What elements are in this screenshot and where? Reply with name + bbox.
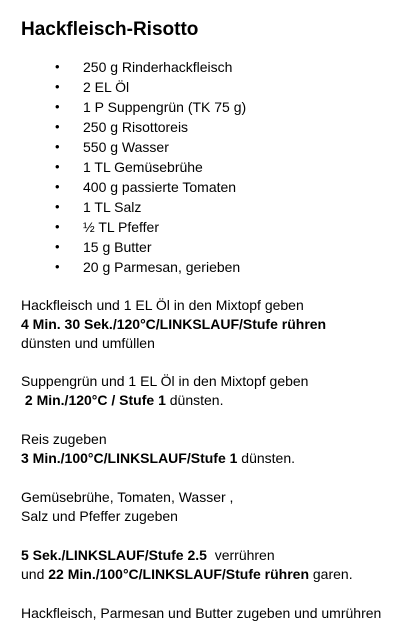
ingredient-item [0, 117, 411, 137]
ingredient-item [0, 57, 411, 77]
ingredient-text: 1 TL Salz [83, 199, 142, 215]
bullet-icon: • [55, 219, 60, 234]
ingredient-item [0, 197, 411, 217]
step-setting-rest: dünsten. [237, 450, 296, 466]
step-setting-bold: 5 Sek./LINKSLAUF/Stufe 2.5 [21, 547, 207, 563]
ingredient-item [0, 237, 411, 257]
bullet-icon: • [55, 79, 60, 94]
ingredient-text: ½ TL Pfeffer [83, 219, 160, 235]
step-setting-rest: garen. [309, 566, 353, 582]
step-setting [21, 315, 409, 334]
ingredient-text: 2 EL Öl [83, 79, 130, 95]
step-4 [21, 488, 409, 526]
ingredient-text: 250 g Risottoreis [83, 119, 189, 135]
step-setting-bold: 3 Min./100°C/LINKSLAUF/Stufe 1 [21, 450, 238, 466]
ingredient-item [0, 157, 411, 177]
step-setting-pre: und [21, 566, 49, 582]
step-text: Hackfleisch, Parmesan und Butter zugeben und umrühren [21, 605, 382, 621]
bullet-icon: • [55, 99, 60, 114]
step-text: Reis zugeben [21, 431, 107, 447]
ingredient-item [0, 77, 411, 97]
bullet-icon: • [55, 179, 60, 194]
ingredient-item [0, 257, 411, 277]
step-setting-rest: verrühren [206, 547, 275, 563]
ingredient-text: 20 g Parmesan, gerieben [83, 259, 241, 275]
step-setting [21, 565, 409, 584]
ingredient-text: 1 P Suppengrün (TK 75 g) [83, 99, 247, 115]
ingredient-text: 400 g passierte Tomaten [83, 179, 237, 195]
bullet-icon: • [55, 139, 60, 154]
ingredient-item [0, 97, 411, 117]
step-text: dünsten und umfüllen [21, 335, 155, 351]
ingredient-text: 15 g Butter [83, 239, 152, 255]
ingredient-item [0, 137, 411, 157]
step-setting [21, 546, 409, 565]
ingredient-item [0, 217, 411, 237]
step-setting-bold: 2 Min./120°C / Stufe 1 [21, 392, 166, 408]
step-5 [21, 546, 409, 584]
bullet-icon: • [55, 199, 60, 214]
ingredient-text: 250 g Rinderhackfleisch [83, 59, 233, 75]
bullet-icon: • [55, 259, 60, 274]
step-1 [21, 296, 409, 353]
step-text: Gemüsebrühe, Tomaten, Wasser , [21, 489, 234, 505]
bullet-icon: • [55, 119, 60, 134]
step-setting-bold: 22 Min./100°C/LINKSLAUF/Stufe rühren [48, 566, 309, 582]
step-text: Hackfleisch und 1 EL Öl in den Mixtopf geben [21, 297, 304, 313]
ingredient-list [0, 57, 411, 277]
step-6 [21, 604, 409, 623]
step-text: Suppengrün und 1 EL Öl in den Mixtopf geben [21, 373, 309, 389]
step-setting-bold: 4 Min. 30 Sek./120°C/LINKSLAUF/Stufe rühren [21, 316, 327, 332]
step-3 [21, 430, 409, 468]
ingredient-text: 1 TL Gemüsebrühe [83, 159, 203, 175]
step-setting-rest: dünsten. [165, 392, 224, 408]
bullet-icon: • [55, 239, 60, 254]
step-setting [21, 449, 409, 468]
ingredient-text: 550 g Wasser [83, 139, 169, 155]
step-text: Salz und Pfeffer zugeben [21, 508, 178, 524]
recipe-title: Hackfleisch-Risotto [21, 19, 199, 40]
step-setting [21, 391, 409, 410]
step-2 [21, 372, 409, 410]
bullet-icon: • [55, 59, 60, 74]
bullet-icon: • [55, 159, 60, 174]
ingredient-item [0, 177, 411, 197]
